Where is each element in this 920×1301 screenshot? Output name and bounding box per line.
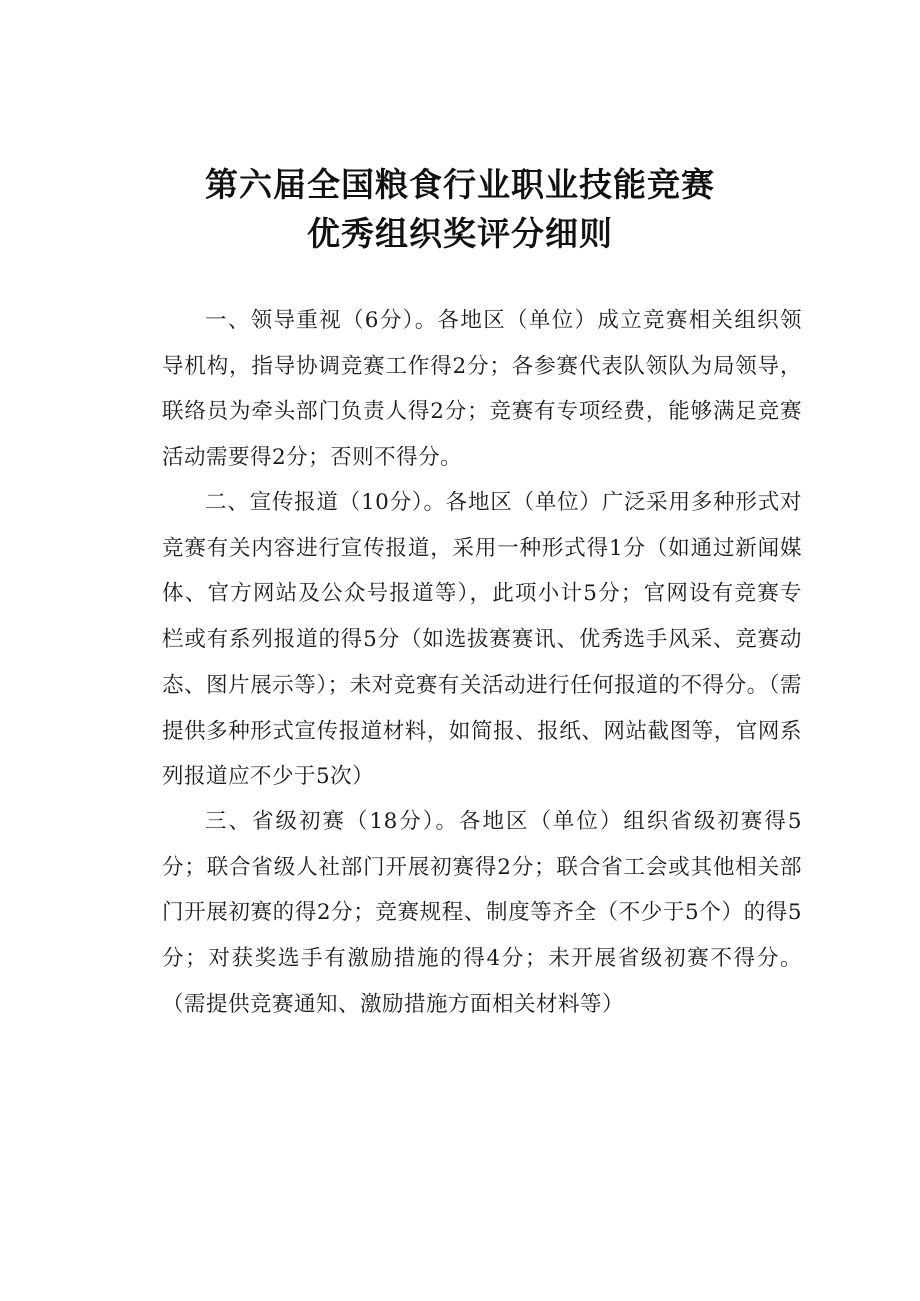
document-title-line-2: 优秀组织奖评分细则 bbox=[307, 214, 613, 253]
section-provincial-preliminary-paragraph: 三、省级初赛（18分）。各地区（单位）组织省级初赛得5分；联合省级人社部门开展初赛得2分；联合省工会或其他相关部门开展初赛的得2分；竞赛规程、制度等齐全（不少于5个）的得5分；对获奖选手有激励措施的得4分；未开展省级初赛不得分。（需提供竞赛通知、激励措施方面相关材料等） bbox=[162, 809, 802, 1017]
document-title-line-1: 第六届全国粮食行业职业技能竞赛 bbox=[205, 165, 715, 204]
section-publicity-paragraph: 二、宣传报道（10分）。各地区（单位）广泛采用多种形式对竞赛有关内容进行宣传报道，采用一种形式得1分（如通过新闻媒体、官方网站及公众号报道等），此项小计5分；官网设有竞赛专栏或有系列报道的得5分（如选拔赛赛讯、优秀选手风采、竞赛动态、图片展示等）；未对竞赛有关活动进行任何报道的不得分。（需提供多种形式宣传报道材料，如简报、报纸、网站截图等，官网系列报道应不少于5次） bbox=[162, 490, 802, 790]
section-leadership-paragraph: 一、领导重视（6分）。各地区（单位）成立竞赛相关组织领导机构，指导协调竞赛工作得2分；各参赛代表队领队为局领导，联络员为牵头部门负责人得2分；竞赛有专项经费，能够满足竞赛活动需要得2分；否则不得分。 bbox=[162, 308, 802, 471]
